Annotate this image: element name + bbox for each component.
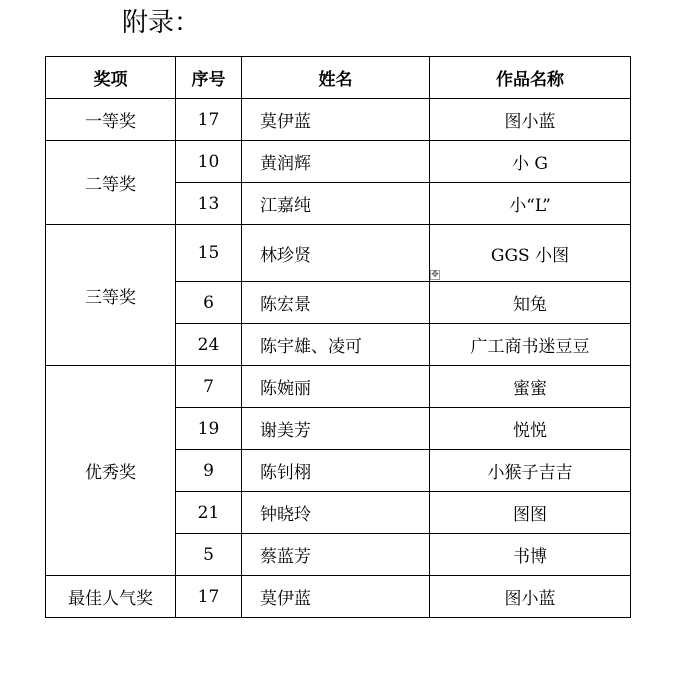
work-cell: 书博 [430, 534, 631, 576]
header-number: 序号 [176, 57, 242, 99]
awards-table [45, 56, 631, 618]
work-cell: 广工商书迷豆豆 [430, 324, 631, 366]
number-cell: 19 [176, 408, 242, 450]
work-cell: 知兔 [430, 282, 631, 324]
number-cell: 21 [176, 492, 242, 534]
number-cell: 6 [176, 282, 242, 324]
number-cell: 17 [176, 99, 242, 141]
number-cell: 5 [176, 534, 242, 576]
name-cell: 钟晓玲 [242, 492, 430, 534]
name-cell: 蔡蓝芳 [242, 534, 430, 576]
name-cell: 莫伊蓝 [242, 99, 430, 141]
award-cell: 优秀奖 [46, 366, 176, 576]
table-header-row [46, 57, 631, 99]
table-row [46, 141, 631, 183]
work-cell: 小 G [430, 141, 631, 183]
award-cell: 二等奖 [46, 141, 176, 225]
number-cell: 10 [176, 141, 242, 183]
award-cell: 三等奖 [46, 225, 176, 366]
name-cell: 陈宇雄、凌可 [242, 324, 430, 366]
number-cell: 24 [176, 324, 242, 366]
work-cell: 小猴子吉吉 [430, 450, 631, 492]
table-row [46, 99, 631, 141]
table-row [46, 225, 631, 282]
table-row [46, 366, 631, 408]
name-cell: 江嘉纯 [242, 183, 430, 225]
name-cell: 陈婉丽 [242, 366, 430, 408]
appendix-heading: 附录： [122, 8, 201, 38]
work-cell: 图图 [430, 492, 631, 534]
header-name: 姓名 [242, 57, 430, 99]
header-work: 作品名称 [430, 57, 631, 99]
name-cell: 莫伊蓝 [242, 576, 430, 618]
number-cell: 15 [176, 225, 242, 282]
header-award: 奖项 [46, 57, 176, 99]
number-cell: 13 [176, 183, 242, 225]
work-cell: GGS 小图 [430, 225, 631, 282]
name-cell: 谢美芳 [242, 408, 430, 450]
award-cell: 最佳人气奖 [46, 576, 176, 618]
table-row [46, 576, 631, 618]
work-cell: 悦悦 [430, 408, 631, 450]
work-cell: 蜜蜜 [430, 366, 631, 408]
work-cell: 小“L” [430, 183, 631, 225]
number-cell: 7 [176, 366, 242, 408]
work-cell: 图小蓝 [430, 99, 631, 141]
work-cell: 图小蓝 [430, 576, 631, 618]
name-cell: 林珍贤 [242, 225, 430, 282]
number-cell: 17 [176, 576, 242, 618]
name-cell: 陈钊栩 [242, 450, 430, 492]
move-handle-icon[interactable]: ✥ [431, 270, 439, 280]
number-cell: 9 [176, 450, 242, 492]
award-cell: 一等奖 [46, 99, 176, 141]
name-cell: 黄润辉 [242, 141, 430, 183]
name-cell: 陈宏景 [242, 282, 430, 324]
